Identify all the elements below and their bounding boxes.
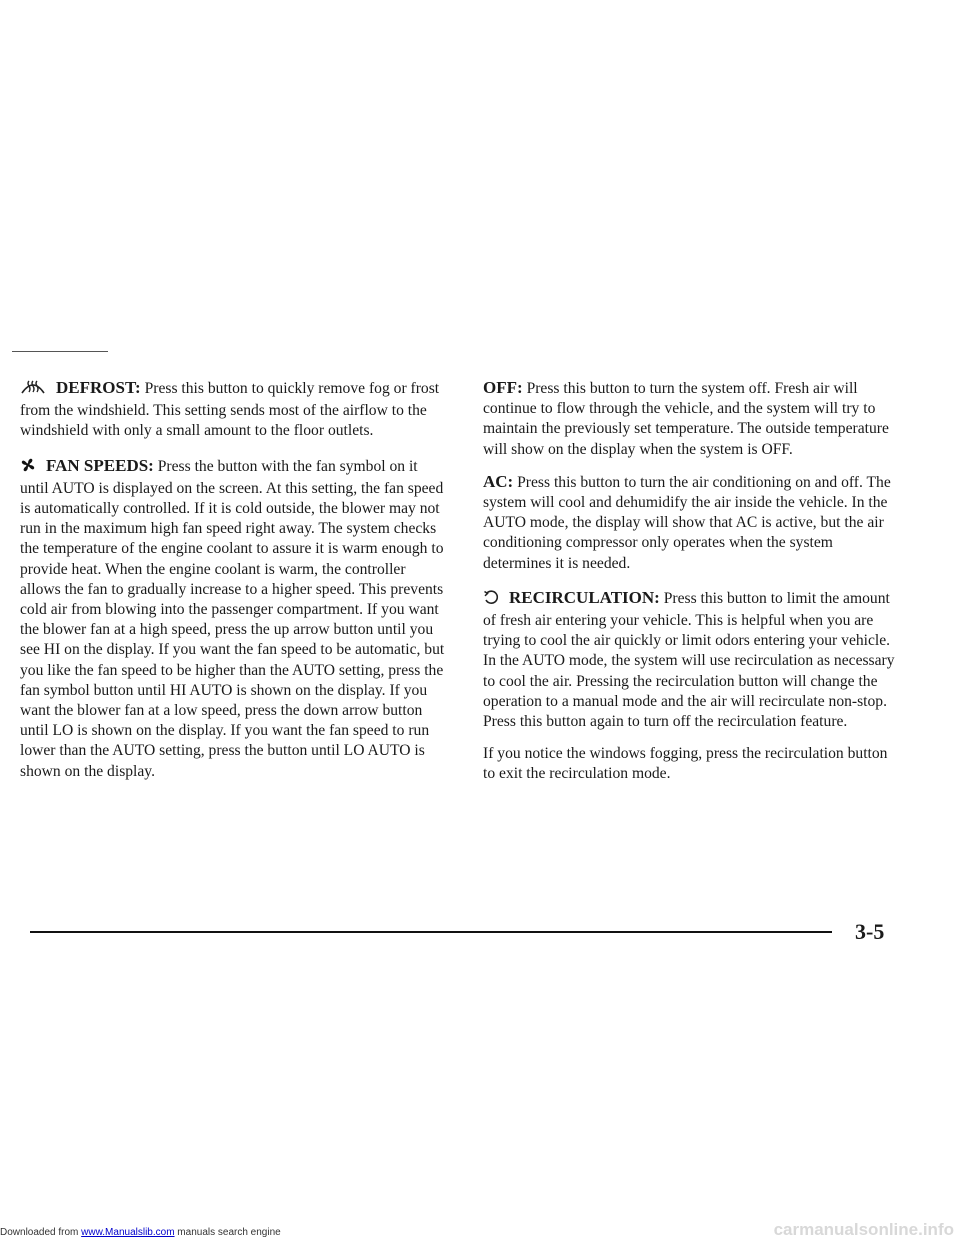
right-column xyxy=(483,378,903,797)
top-rule xyxy=(12,351,108,352)
page-number: 3-5 xyxy=(855,919,885,944)
recirculation-icon xyxy=(483,589,499,611)
fan-icon xyxy=(20,457,36,479)
defrost-text: Press this button to quickly remove fog or frost from the windshield. This setting sends most of the airflow to the windshield with only a small amount to the floor outlets. xyxy=(20,380,440,440)
defrost-icon xyxy=(20,379,46,401)
watermark: carmanualsonline.info xyxy=(773,1220,954,1239)
fan-speeds-text: Press the button with the fan symbol on it until AUTO is displayed on the screen. At this setting, the fan speed is automatically controlled. If it is cold outside, the blower may not run in the maximum high fan speed right away. The system checks the temperature of the engine coolant to assure it is warm enough to provide heat. When the engine coolant is warm, the controller allows the fan to gradually increase to a higher speed. This prevents cold air from blowing into the passenger compartment. If you want the blower fan at a high speed, press the up arrow button until you see HI on the display. If you want the fan speed to be automatic, but you like the fan speed to be higher than the AUTO setting, press the fan symbol button until HI AUTO is shown on the display. If you want the blower fan at a low speed, press the down arrow button until LO is shown on the display. If you want the fan speed to run lower than the AUTO setting, press the button until LO AUTO is shown on the display. xyxy=(20,457,445,780)
recirculation-text: Press this button to limit the amount of fresh air entering your vehicle. This is helpful when you are trying to cool the air quickly or limit odors entering your vehicle. In the AUTO mode, the system will use recirculation as necessary to cool the air. Pressing the recirculation button will change the operation to a manual mode and the air will recirculate non-stop. Press this button again to turn off the recirculation feature. xyxy=(483,589,895,731)
defrost-paragraph xyxy=(20,378,450,442)
fan-speeds-heading: FAN SPEEDS: xyxy=(46,455,154,475)
ac-heading: AC: xyxy=(483,471,514,491)
recirculation-heading: RECIRCULATION: xyxy=(509,587,660,607)
download-footer xyxy=(0,1227,281,1238)
manualslib-link[interactable]: www.Manualslib.com xyxy=(81,1227,175,1238)
left-column xyxy=(20,378,450,794)
defrost-heading: DEFROST: xyxy=(56,378,141,397)
ac-text: Press this button to turn the air conditioning on and off. The system will cool and dehumidify the air inside the vehicle. In the AUTO mode, the display will show that AC is active, but the air conditioning compressor only operates when the system determines it is needed. xyxy=(483,473,891,572)
fan-speeds-paragraph xyxy=(20,456,450,782)
footer-prefix: Downloaded from xyxy=(0,1227,82,1238)
off-heading: OFF: xyxy=(483,378,523,397)
off-paragraph xyxy=(483,378,903,460)
footer-suffix: manuals search engine xyxy=(174,1227,281,1238)
fogging-note: If you notice the windows fogging, press the recirculation button to exit the recirculation mode. xyxy=(483,745,888,783)
bottom-rule xyxy=(30,931,832,933)
ac-paragraph xyxy=(483,472,903,574)
recirculation-paragraph xyxy=(483,588,903,732)
off-text: Press this button to turn the system off. Fresh air will continue to flow through the vehicle, and the system will try to maintain the previously set temperature. The outside temperature will show on the display when the system is OFF. xyxy=(483,380,889,458)
